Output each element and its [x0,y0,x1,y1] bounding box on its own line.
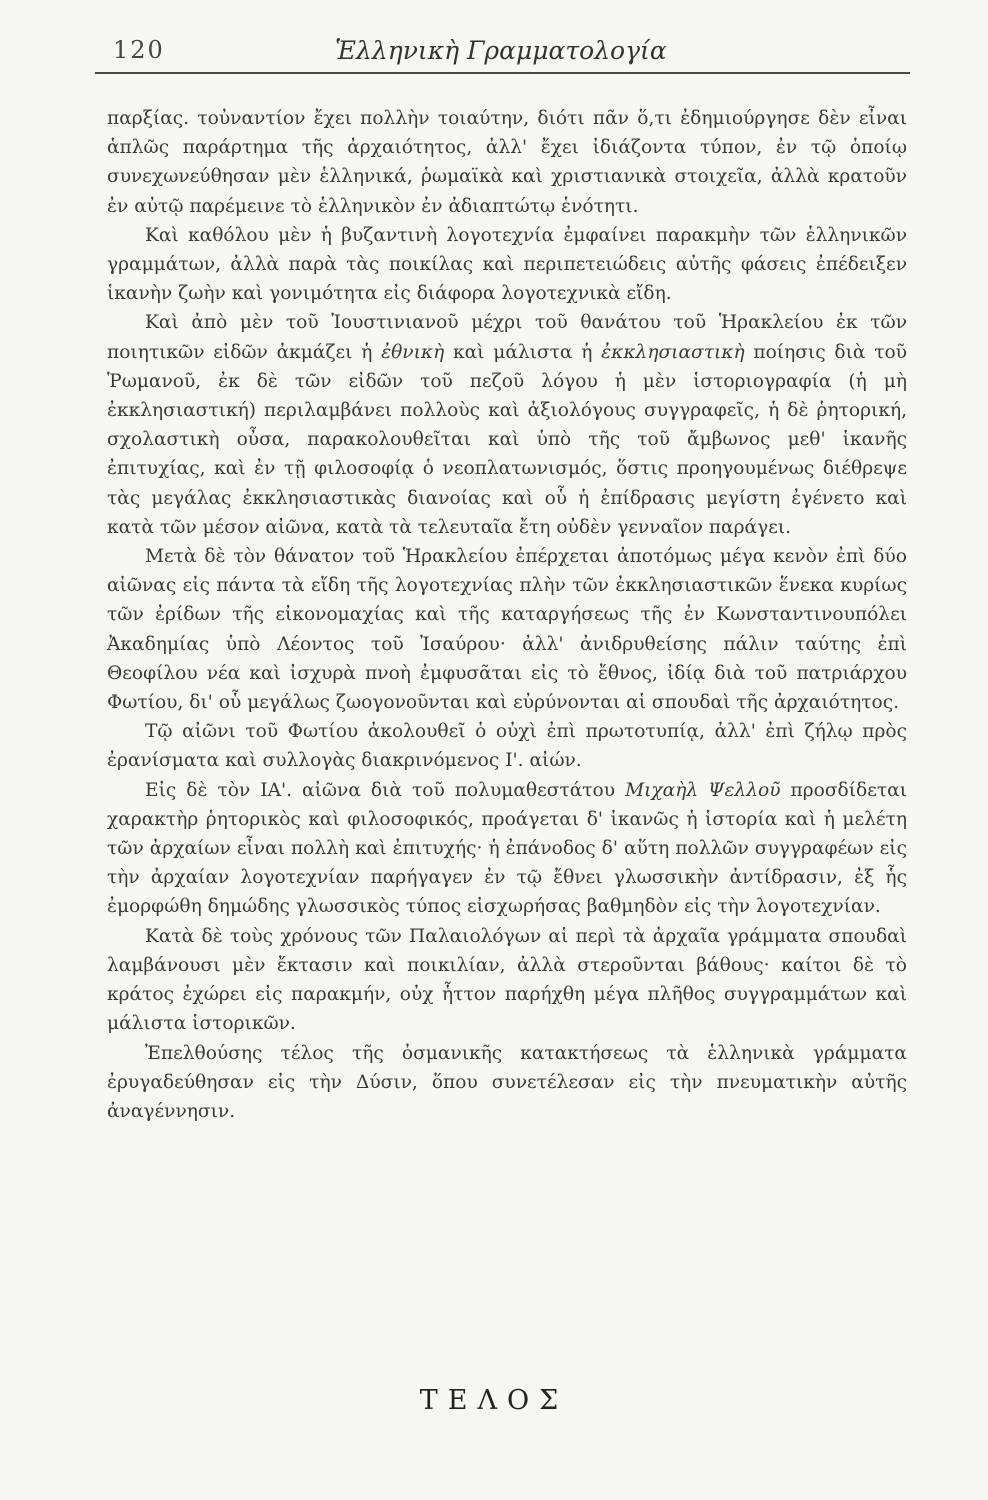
text-run: προσδίδεται χαρακτὴρ ῥητορικὸς καὶ φιλοσοφικός, προάγεται δ' ἱκανῶς ἡ ἱστορία καὶ ἡ μελέτη τῶν ἀρχαίων εἶναι πολλὴ καὶ ἐπιτυχής· ἡ ἐπάνοδος δ' αὕτη πολλῶν συγγραφέων εἰς τὴν ἀρχαίαν λογοτεχνίαν παρήγαγεν ἐν τῷ ἔθνει γλωσσικὴν ἀντίδρασιν, ἐξ ἧς ἐμορφώθη δημώδης γλωσσικὸς τύπος εἰσχωρήσας βαθμηδὸν εἰς τὴν λογοτεχνίαν. [107,779,907,918]
paragraph: Μετὰ δὲ τὸν θάνατον τοῦ Ἡρακλείου ἐπέρχεται ἀποτόμως μέγα κενὸν ἐπὶ δύο αἰῶνας εἰς πάντα τὰ εἴδη τῆς λογοτεχνίας πλὴν τῶν ἐκκλησιαστικῶν ἕνεκα κυρίως τῶν ἐρίδων τῆς εἰκονομαχίας καὶ τῆς καταργήσεως τῆς ἐν Κωνσταντινουπόλει Ἀκαδημίας ὑπὸ Λέοντος τοῦ Ἰσαύρου· ἀλλ' ἀνιδρυθείσης πάλιν ταύτης ἐπὶ Θεοφίλου νέα καὶ ἰσχυρὰ πνοὴ ἐμφυσᾶται εἰς τὸ ἔθνος, ἰδίᾳ διὰ τοῦ πατριάρχου Φωτίου, δι' οὗ μεγάλως ζωογονοῦνται καὶ εὐρύνονται αἱ σπουδαὶ τῆς ἀρχαιότητος. [107,546,907,714]
italic-name: Μιχαὴλ Ψελλοῦ [625,779,781,801]
body-text [107,104,907,1126]
page-number: 120 [113,36,165,64]
paragraph [107,776,907,922]
paragraph [107,308,907,542]
italic-term: ἐθνικὴ [381,341,445,363]
text-run: Εἰς δὲ τὸν ΙΑ'. αἰῶνα διὰ τοῦ πολυμαθεστάτου [145,779,626,801]
header-divider [95,72,910,74]
paragraph: Ἐπελθούσης τέλος τῆς ὀσμανικῆς κατακτήσεως τὰ ἑλληνικὰ γράμματα ἐρυγαδεύθησαν εἰς τὴν Δύσιν, ὅπου συνετέλεσαν εἰς τὴν πνευματικὴν αὐτῆς ἀναγέννησιν. [107,1042,907,1122]
paragraph: Τῷ αἰῶνι τοῦ Φωτίου ἀκολουθεῖ ὁ οὐχὶ ἐπὶ πρωτοτυπίᾳ, ἀλλ' ἐπὶ ζήλῳ πρὸς ἐρανίσματα καὶ συλλογὰς διακρινόμενος Ι'. αἰών. [107,721,907,772]
text-run: ποίησις διὰ τοῦ Ῥωμανοῦ, ἐκ δὲ τῶν εἰδῶν τοῦ πεζοῦ λόγου ἡ μὲν ἱστοριογραφία (ἡ μὴ ἐκκλησιαστική) περιλαμβάνει πολλοὺς καὶ ἀξιολόγους συγγραφεῖς, ἡ δὲ ῥητορική, σχολαστικὴ οὖσα, παρακολουθεῖται καὶ ὑπὸ τῆς τοῦ ἄμβωνος μεθ' ἱκανῆς ἐπιτυχίας, καὶ ἐν τῇ φιλοσοφίᾳ ὁ νεοπλατωνισμός, ὅστις προηγουμένως διέθρεψε τὰς μεγάλας ἐκκλησιαστικὰς διανοίας καὶ οὗ ἡ ἐπίδρασις μεγίστη ἐγένετο καὶ κατὰ τῶν μέσον αἰῶνα, κατὰ τὰ τελευταῖα ἔτη οὐδὲν γενναῖον παράγει. [107,341,907,538]
text-run: καὶ μάλιστα ἡ [444,341,602,363]
running-title: Ἑλληνικὴ Γραμματολογία [335,36,667,65]
paragraph: παρξίας. τοὐναντίον ἔχει πολλὴν τοιαύτην, διότι πᾶν ὅ,τι ἐδημιούργησε δὲν εἶναι ἁπλῶς παράρτημα τῆς ἀρχαιότητος, ἀλλ' ἔχει ἰδιάζοντα τύπον, ἐν τῷ ὁποίῳ συνεχωνεύθησαν μὲν ἑλληνικά, ῥωμαϊκὰ καὶ χριστιανικὰ στοιχεῖα, ἀλλὰ κρατοῦν ἐν αὐτῷ παρέμεινε τὸ ἑλληνικὸν ἐν ἀδιαπτώτῳ ἑνότητι. [107,108,907,217]
page-header [95,28,910,68]
italic-term: ἐκκλησιαστικὴ [601,341,745,363]
text-run: Καὶ ἀπὸ μὲν τοῦ Ἰουστινιανοῦ μέχρι τοῦ θανάτου τοῦ Ἡρακλείου ἐκ τῶν ποιητικῶν εἰδῶν ἀκμάζει ἡ [107,312,907,363]
end-mark: ΤΕΛΟΣ [419,1385,569,1416]
paragraph: Καὶ καθόλου μὲν ἡ βυζαντινὴ λογοτεχνία ἐμφαίνει παρακμὴν τῶν ἑλληνικῶν γραμμάτων, ἀλλὰ παρὰ τὰς ποικίλας καὶ περιπετειώδεις αὐτῆς φάσεις ἐπέδειξεν ἱκανὴν ζωὴν καὶ γονιμότητα εἰς διάφορα λογοτεχνικὰ εἴδη. [107,224,907,305]
paragraph: Κατὰ δὲ τοὺς χρόνους τῶν Παλαιολόγων αἱ περὶ τὰ ἀρχαῖα γράμματα σπουδαὶ λαμβάνουσι μὲν ἔκτασιν καὶ ποικιλίαν, ἀλλὰ στεροῦνται βάθους· καίτοι δὲ τὸ κράτος ἐχώρει εἰς παρακμήν, οὐχ ἧττον παρήχθη μέγα πλῆθος συγγραμμάτων καὶ μάλιστα ἱστορικῶν. [107,925,907,1035]
